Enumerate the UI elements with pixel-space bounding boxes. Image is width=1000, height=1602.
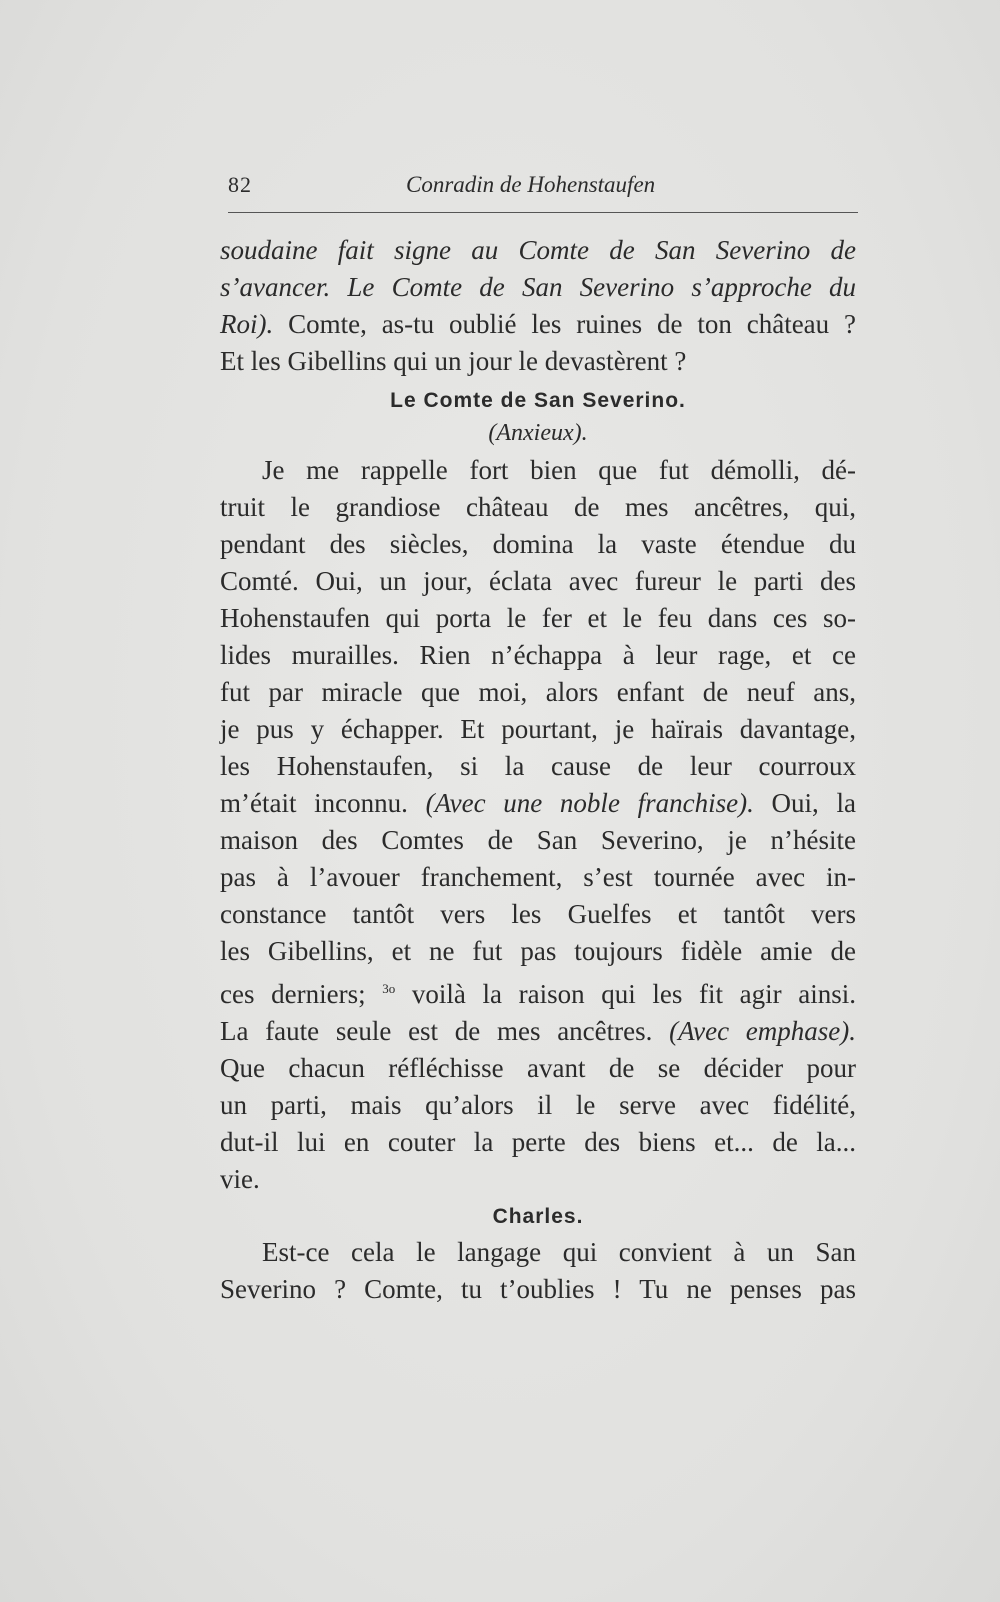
running-title: Conradin de Hohenstaufen <box>406 172 656 197</box>
speech-line: maison des Comtes de San Severino, je n’hésite <box>220 825 856 855</box>
page-number: 82 <box>228 172 252 197</box>
speech-line: Severino ? Comte, tu t’oublies ! Tu ne penses pas <box>220 1274 856 1304</box>
speech-line <box>220 785 856 822</box>
speaker-name: Charles. <box>492 1205 584 1228</box>
speech-line: dut-il lui en couter la perte des biens et... de la... <box>220 1127 856 1157</box>
speaker-name: Le Comte de San Severino. <box>390 389 686 412</box>
stage-direction-line: soudaine fait signe au Comte de San Severino de <box>220 235 856 265</box>
speech-line: pas à l’avouer franchement, s’est tournée avec in- <box>220 862 856 892</box>
speech-line: fut par miracle que moi, alors enfant de neuf ans, <box>220 677 856 707</box>
footnote-marker: 3o <box>382 981 396 996</box>
speech-line: les Gibellins, et ne fut pas toujours fidèle amie de <box>220 936 856 966</box>
speech-line: un parti, mais qu’alors il le serve avec fidélité, <box>220 1090 856 1120</box>
stage-direction: (Anxieux). <box>488 420 588 446</box>
speech-line <box>220 970 856 1013</box>
header-rule <box>228 212 858 213</box>
speech-text: Oui, la <box>753 788 856 818</box>
stage-direction-inline: (Avec une noble franchise). <box>425 788 754 818</box>
speech-line: pendant des siècles, domina la vaste étendue du <box>220 529 856 559</box>
speech-line: Comté. Oui, un jour, éclata avec fureur le parti des <box>220 566 856 596</box>
speech-text: ces derniers; <box>220 979 383 1009</box>
speech-text: La faute seule est de mes ancêtres. <box>220 1016 670 1046</box>
stage-direction-inline: (Avec emphase). <box>669 1016 856 1046</box>
speech-line: Que chacun réfléchisse avant de se décider pour <box>220 1053 856 1083</box>
stage-direction-end: Roi). <box>220 309 274 339</box>
speech-line: Est-ce cela le langage qui convient à un San <box>262 1237 856 1267</box>
speech-line: vie. <box>220 1164 260 1194</box>
speech-line: je pus y échapper. Et pourtant, je haïrais davantage, <box>220 714 856 744</box>
speech-line <box>220 1013 856 1050</box>
dialogue-line <box>220 306 856 343</box>
speech-line: Hohenstaufen qui porta le fer et le feu dans ces so- <box>220 603 856 633</box>
speech-line: lides murailles. Rien n’échappa à leur rage, et ce <box>220 640 856 670</box>
speech-text: m’était inconnu. <box>220 788 426 818</box>
page-header <box>228 172 858 206</box>
speech-line: Je me rappelle fort bien que fut démolli, dé- <box>262 455 856 485</box>
stage-direction-line: s’avancer. Le Comte de San Severino s’approche du <box>220 272 856 302</box>
speech-line: truit le grandiose château de mes ancêtres, qui, <box>220 492 856 522</box>
page-body <box>220 232 856 1308</box>
speech-line: les Hohenstaufen, si la cause de leur courroux <box>220 751 856 781</box>
dialogue-line: Et les Gibellins qui un jour le devastèrent ? <box>220 346 687 376</box>
speech-text: voilà la raison qui les fit agir ainsi. <box>395 979 856 1009</box>
dialogue-text: Comte, as-tu oublié les ruines de ton château ? <box>273 309 856 339</box>
speech-line: constance tantôt vers les Guelfes et tantôt vers <box>220 899 856 929</box>
